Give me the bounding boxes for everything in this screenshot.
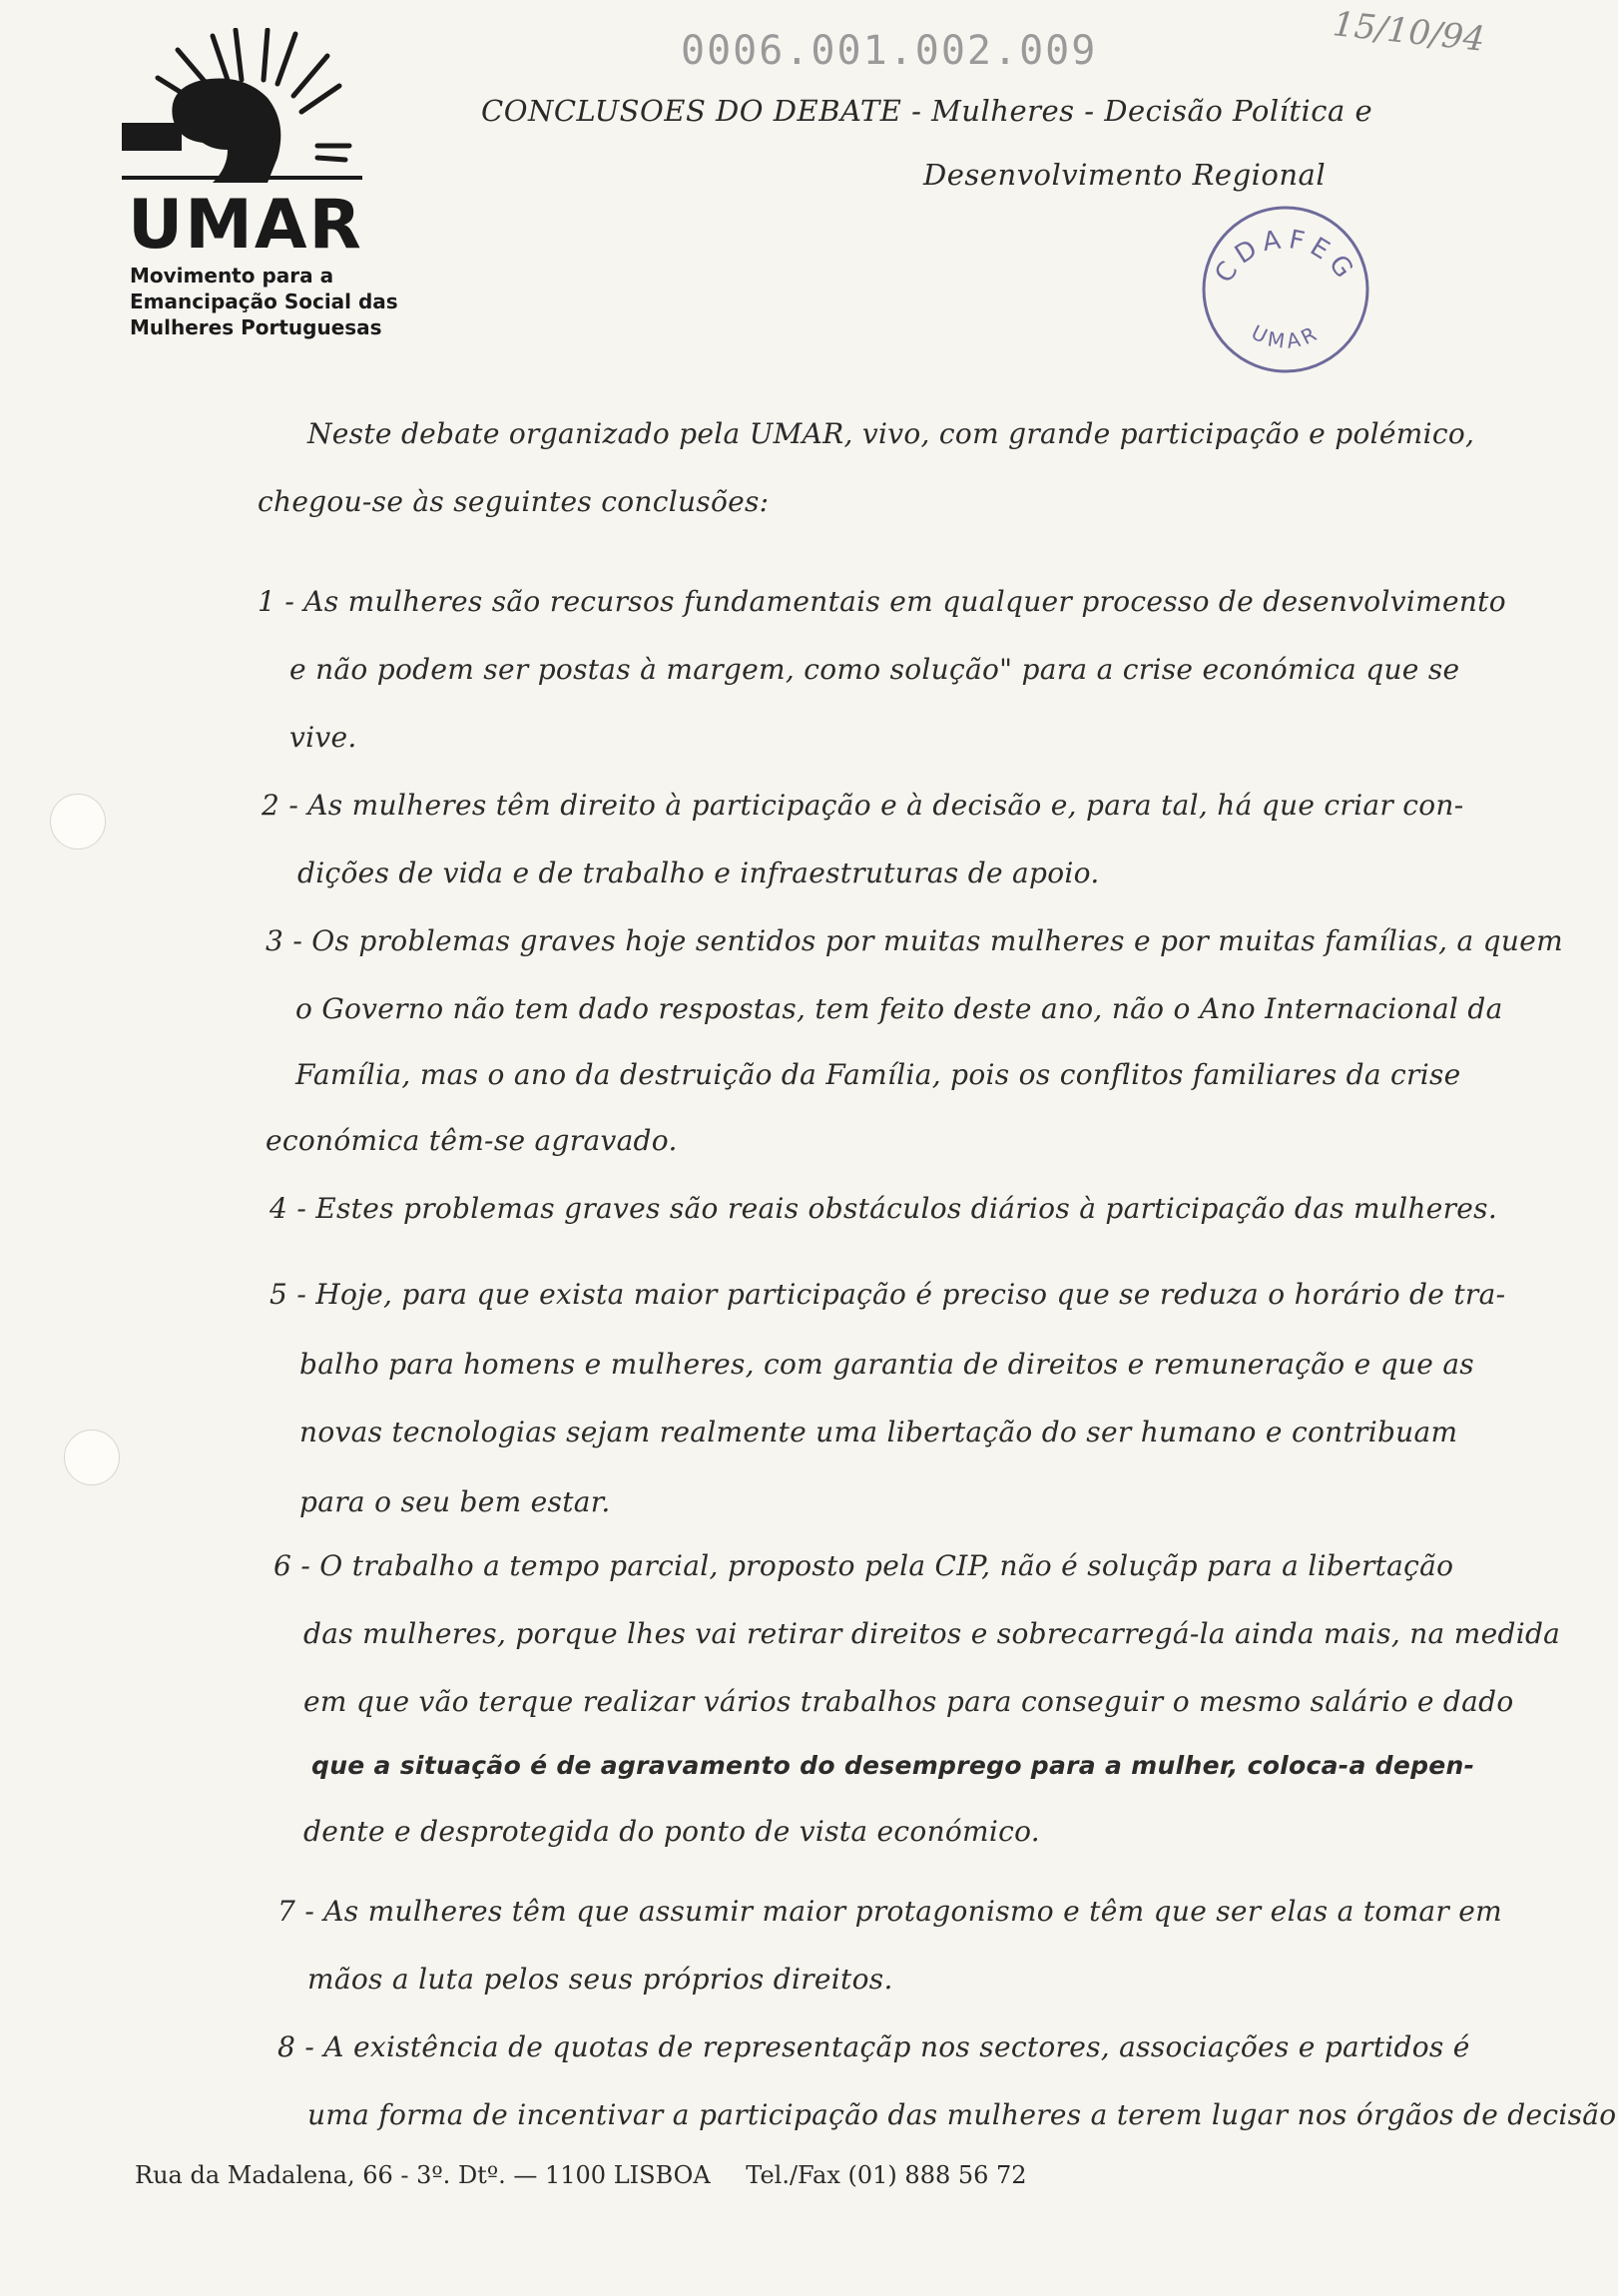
conclusion-6-line-3: em que vão terque realizar vários trabalhos para conseguir o mesmo salário e dado: [303, 1685, 1514, 1718]
conclusion-6-line-1: 6 - O trabalho a tempo parcial, proposto pela CIP, não é soluçãp para a libertação: [273, 1549, 1454, 1582]
conclusion-1-line-2: e não podem ser postas à margem, como solução" para a crise económica que se: [289, 653, 1460, 686]
punch-hole: [50, 794, 106, 850]
stamp-bottom-text: UMAR: [1247, 319, 1325, 354]
intro-line-2: chegou-se às seguintes conclusões:: [258, 485, 770, 518]
svg-text:CDAFEG: [1209, 225, 1361, 288]
conclusion-7-line-1: 7 - As mulheres têm que assumir maior protagonismo e têm que ser elas a tomar em: [277, 1895, 1503, 1928]
logo-subtitle-line-3: Mulheres Portuguesas: [130, 315, 382, 339]
archive-reference-code: 0006.001.002.009: [681, 28, 1098, 74]
handwritten-date: 15/10/94: [1331, 4, 1487, 60]
punch-hole: [64, 1430, 120, 1485]
conclusion-2-line-2: dições de vida e de trabalho e infraestruturas de apoio.: [297, 857, 1100, 889]
conclusion-6-line-4: que a situação é de agravamento do desemprego para a mulher, coloca-a depen-: [311, 1751, 1475, 1780]
umar-logo: [118, 28, 398, 347]
conclusion-8-line-2: uma forma de incentivar a participação das mulheres a terem lugar nos órgãos de decisão: [307, 2098, 1617, 2131]
conclusion-5-line-3: novas tecnologias sejam realmente uma libertação do ser humano e contribuam: [299, 1416, 1458, 1448]
footer-phone: Tel./Fax (01) 888 56 72: [746, 2161, 1027, 2189]
conclusion-2-line-1: 2 - As mulheres têm direito à participação e à decisão e, para tal, há que criar con-: [262, 789, 1464, 822]
stamp-top-text: CDAFEG: [1209, 224, 1362, 289]
conclusion-5-line-1: 5 - Hoje, para que exista maior participação é preciso que se reduza o horário de tra-: [270, 1278, 1506, 1311]
stamp-icon: [1196, 200, 1375, 379]
cdafeg-stamp: [1196, 200, 1375, 379]
conclusion-3-line-1: 3 - Os problemas graves hoje sentidos por muitas mulheres e por muitas famílias, a quem: [266, 924, 1563, 957]
logo-subtitle-line-1: Movimento para a: [130, 264, 334, 287]
svg-text:UMAR: [1248, 320, 1324, 353]
logo-subtitle-line-2: Emancipação Social das: [130, 289, 398, 313]
document-title-line-2: Desenvolvimento Regional: [923, 158, 1327, 192]
conclusion-6-line-2: das mulheres, porque lhes vai retirar direitos e sobrecarregá-la ainda mais, na medida: [303, 1617, 1561, 1650]
logo-emblem-icon: [118, 28, 377, 193]
conclusion-3-line-4: económica têm-se agravado.: [266, 1124, 678, 1157]
letterhead-footer: [135, 2161, 1055, 2189]
conclusion-1-line-3: vive.: [289, 721, 357, 754]
intro-line-1: Neste debate organizado pela UMAR, vivo, com grande participação e polémico,: [307, 417, 1475, 450]
conclusion-4-line-1: 4 - Estes problemas graves são reais obstáculos diários à participação das mulheres.: [270, 1192, 1498, 1225]
conclusion-6-line-5: dente e desprotegida do ponto de vista económico.: [303, 1815, 1041, 1848]
document-title-line-1: CONCLUSOES DO DEBATE - Mulheres - Decisão Política e: [481, 94, 1373, 128]
conclusion-3-line-3: Família, mas o ano da destruição da Família, pois os conflitos familiares da crise: [295, 1058, 1461, 1091]
logo-wordmark: UMAR: [128, 186, 363, 265]
footer-address: Rua da Madalena, 66 - 3º. Dtº. — 1100 LISBOA: [135, 2161, 711, 2189]
conclusion-7-line-2: mãos a luta pelos seus próprios direitos.: [307, 1963, 893, 1996]
conclusion-5-line-2: balho para homens e mulheres, com garantia de direitos e remuneração e que as: [299, 1348, 1474, 1381]
conclusion-8-line-1: 8 - A existência de quotas de representaçãp nos sectores, associações e partidos é: [277, 2030, 1470, 2063]
conclusion-3-line-2: o Governo não tem dado respostas, tem feito deste ano, não o Ano Internacional da: [295, 992, 1503, 1025]
conclusion-1-line-1: 1 - As mulheres são recursos fundamentais em qualquer processo de desenvolvimento: [258, 585, 1506, 618]
conclusion-5-line-4: para o seu bem estar.: [299, 1485, 611, 1518]
